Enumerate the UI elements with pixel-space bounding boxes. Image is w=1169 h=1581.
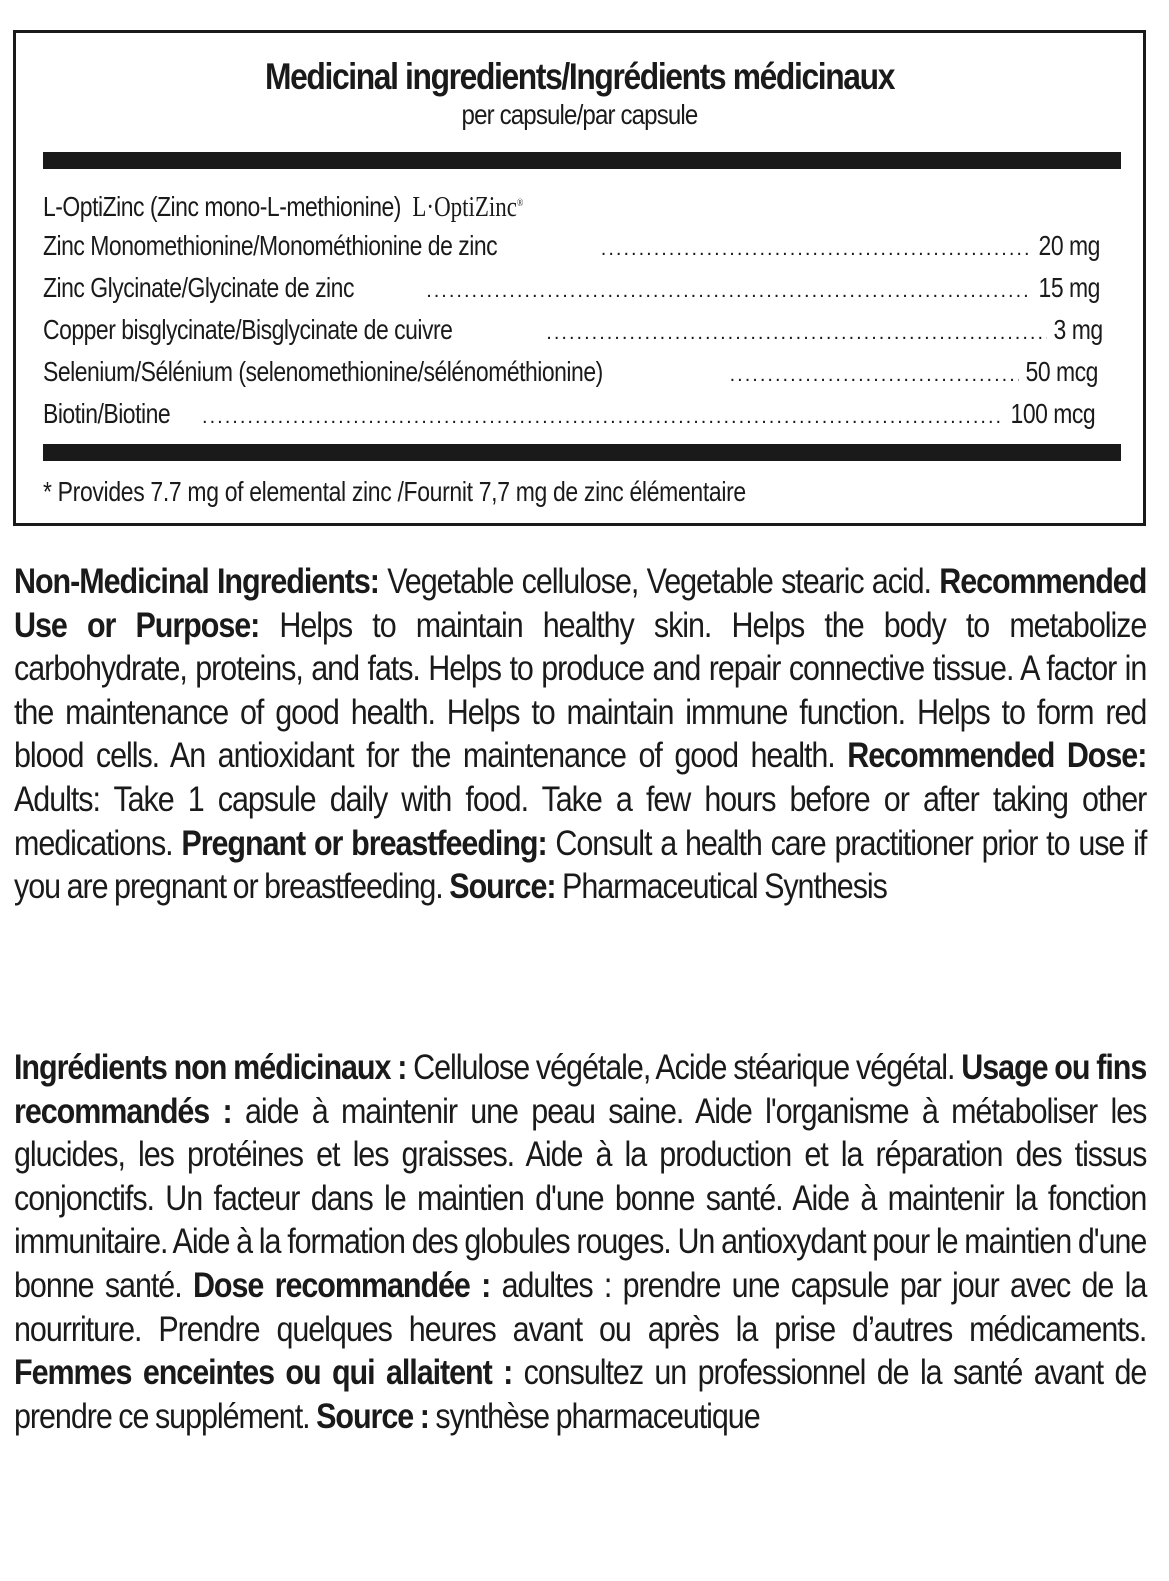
recommended-dose-text-fr: adultes : prendre une capsule par jour avec de la nourriture. Prendre quelques heures avant ou après la prise d’autres médicaments. [14, 1265, 1147, 1349]
ingredient-amount: 15 mg [1032, 267, 1100, 309]
recommended-dose-text: Adults: Take 1 capsule daily with food. Take a few hours before or after taking other medications. [14, 779, 1147, 863]
ingredient-amount: 50 mcg [1019, 351, 1098, 393]
leader-dots [601, 228, 1032, 267]
ingredient-row [43, 225, 1115, 267]
english-label-text [14, 560, 1146, 909]
non-medicinal-text: Vegetable cellulose, Vegetable stearic acid. [378, 562, 940, 601]
ingredient-amount: 20 mg [1032, 225, 1100, 267]
source-ingredient-label: L-OptiZinc (Zinc mono-L-methionine) [43, 191, 401, 222]
recommended-dose-heading: Recommended Dose: [847, 736, 1147, 776]
ingredient-row [43, 309, 1115, 351]
ingredient-amount: 100 mcg [1004, 393, 1095, 435]
ingredient-name: Biotin/Biotine [43, 393, 173, 435]
top-divider-bar [43, 152, 1121, 169]
elemental-zinc-footnote: * Provides 7.7 mg of elemental zinc /Fournit 7,7 mg de zinc élémentaire [43, 476, 746, 507]
pregnant-heading-fr: Femmes enceintes ou qui allaitent : [14, 1353, 513, 1393]
pregnant-text: Consult a health care practitioner prior to use if you are pregnant or breastfeeding. [14, 823, 1147, 907]
ingredient-name: Selenium/Sélénium (selenomethionine/sélénométhionine) [43, 351, 606, 393]
panel-title: Medicinal ingredients/Ingrédients médicinaux [264, 56, 895, 97]
ingredient-amount: 3 mg [1047, 309, 1103, 351]
source-heading-fr: Source : [316, 1396, 429, 1436]
optizinc-logo-icon: L·OptiZinc® [412, 192, 524, 223]
panel-subtitle: per capsule/par capsule [461, 99, 698, 130]
ingredient-row [43, 267, 1115, 309]
leader-dots [730, 354, 1019, 393]
recommended-use-heading: Recommended Use or Purpose: [14, 562, 1147, 645]
recommended-use-text: Helps to maintain healthy skin. Helps the body to metabolize carbohydrate, proteins, and fats. Helps to produce and repair connective tissue. A factor in the maintenance of good health. Helps to maintain immune function. Helps to form red blood cells. An antioxidant for the maintenance of good health. [14, 605, 1147, 776]
recommended-use-text-fr: aide à maintenir une peau saine. Aide l'organisme à métaboliser les glucides, les protéines et les graisses. Aide à la production et la réparation des tissus conjonctifs. Un facteur dans le maintien d'une bonne santé. Aide à maintenir la fonction immunitaire. Aide à la formation des globules rouges. Un antioxydant pour le maintien d'une bonne santé. [14, 1091, 1147, 1305]
pregnant-heading: Pregnant or breastfeeding: [181, 823, 547, 863]
recommended-dose-heading-fr: Dose recommandée : [192, 1265, 491, 1305]
medicinal-ingredients-panel [13, 30, 1146, 526]
source-heading: Source: [449, 867, 556, 907]
french-label-text [14, 1046, 1146, 1438]
non-medicinal-heading: Non-Medicinal Ingredients: [14, 562, 379, 601]
recommended-use-heading-fr: Usage ou fins recommandés : [14, 1048, 1147, 1131]
source-text: Pharmaceutical Synthesis [555, 867, 887, 907]
ingredient-row [43, 393, 1115, 435]
ingredient-name: Zinc Glycinate/Glycinate de zinc [43, 267, 357, 309]
source-ingredient-row [43, 183, 1115, 225]
leader-dots [546, 312, 1047, 351]
ingredient-list [43, 183, 1115, 435]
source-text-fr: synthèse pharmaceutique [428, 1396, 760, 1436]
ingredient-row [43, 351, 1115, 393]
non-medicinal-heading-fr: Ingrédients non médicinaux : [14, 1048, 407, 1087]
bottom-divider-bar [43, 444, 1121, 461]
leader-dots [202, 396, 1004, 435]
pregnant-text-fr: consultez un professionnel de la santé avant de prendre ce supplément. [14, 1353, 1147, 1436]
ingredient-name: Copper bisglycinate/Bisglycinate de cuivre [43, 309, 456, 351]
non-medicinal-text-fr: Cellulose végétale, Acide stéarique végétal. [406, 1048, 962, 1087]
ingredient-name: Zinc Monomethionine/Monométhionine de zinc [43, 225, 500, 267]
leader-dots [426, 270, 1032, 309]
